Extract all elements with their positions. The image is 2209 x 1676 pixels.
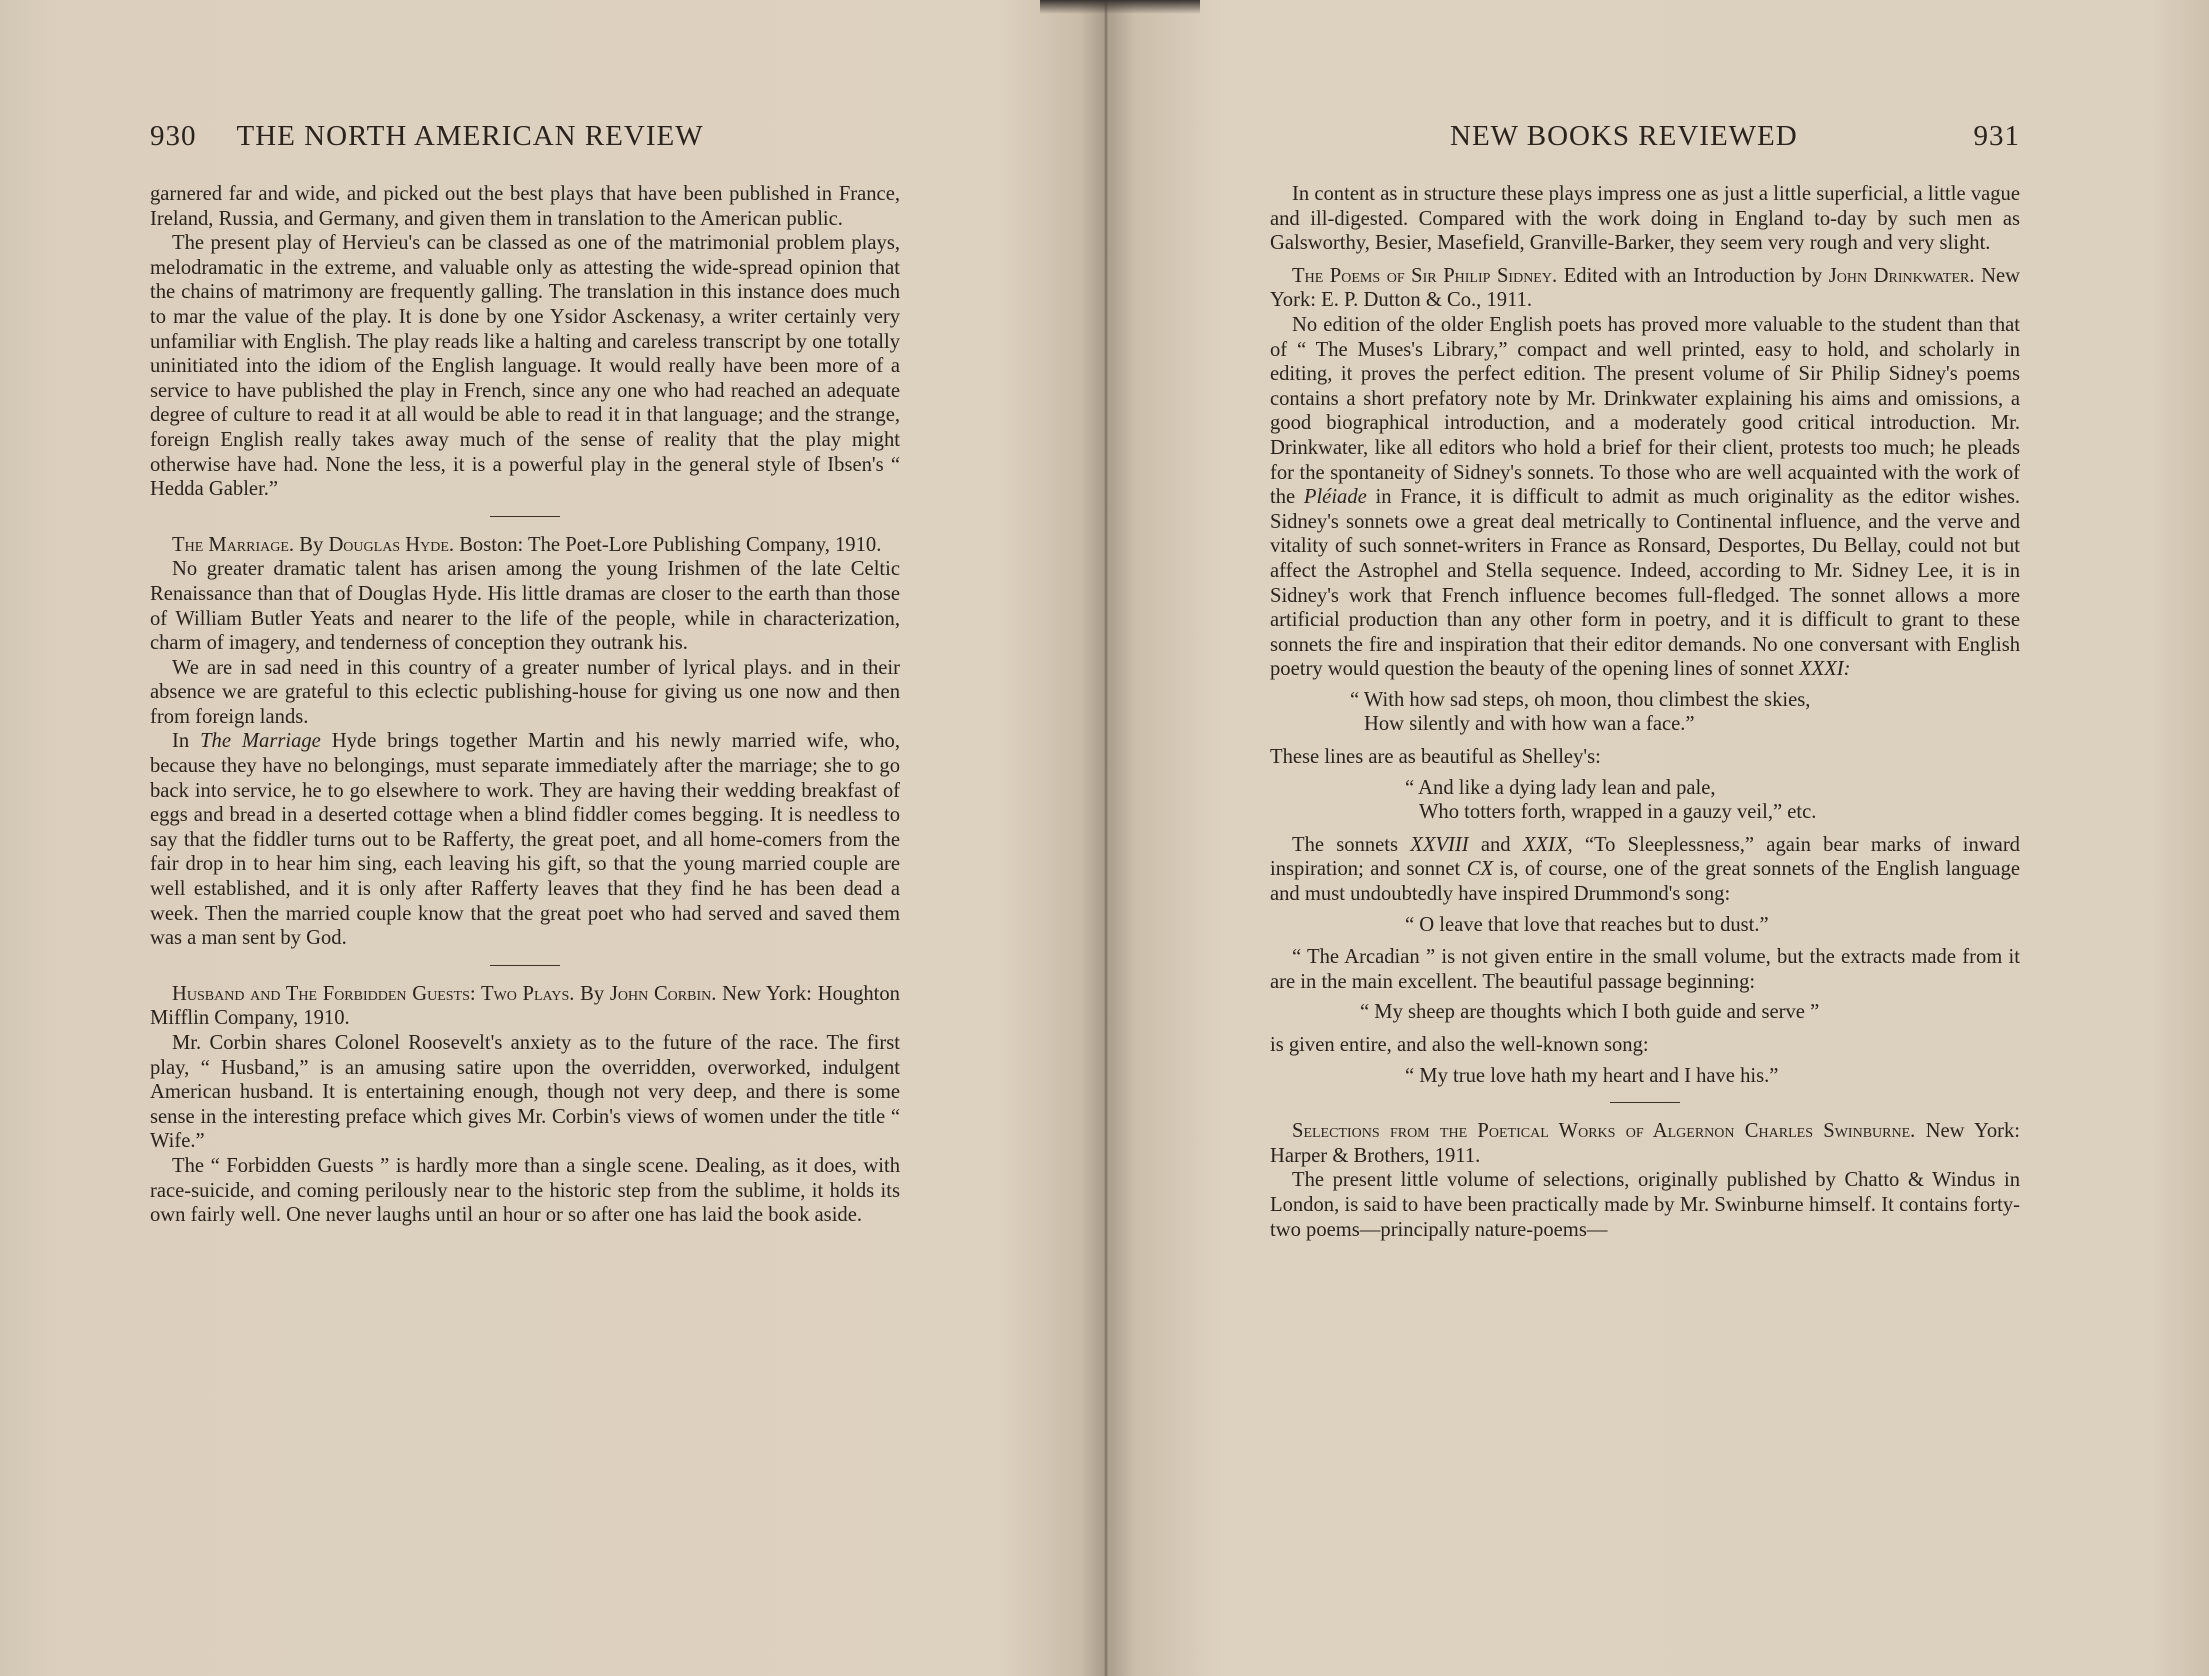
paragraph-text: The sonnets bbox=[1292, 833, 1399, 856]
left-page-header bbox=[150, 120, 900, 170]
section-divider bbox=[490, 965, 560, 966]
paragraph bbox=[1270, 833, 2020, 907]
verse-line: “ My true love hath my heart and I have his.” bbox=[1405, 1064, 1779, 1087]
paragraph: The present little volume of selections, originally published by Chatto & Windus in London, is said to have been practically made by Mr. Swinburne himself. It contains forty-two poems—principally nature-poems— bbox=[1270, 1169, 2020, 1241]
paragraph: The “ Forbidden Guests ” is hardly more than a single scene. Dealing, as it does, with race-suicide, and coming perilously near to the historic step from the sublime, it holds its own fairly well. One never laughs until an hour or so after one has laid the book aside. bbox=[150, 1154, 900, 1227]
verse-line: “ My sheep are thoughts which I both guide and serve ” bbox=[1360, 1001, 1820, 1024]
paragraph: These lines are as beautiful as Shelley's: bbox=[1270, 746, 1601, 769]
verse-line: How silently and with how wan a face.” bbox=[1364, 713, 1695, 736]
right-page-body bbox=[1270, 182, 2020, 1242]
paragraph: We are in sad need in this country of a greater number of lyrical plays. and in their absence we are grateful to this eclectic publishing-house for giving us one now and then from foreign lands. bbox=[150, 656, 900, 728]
paragraph-text: “To Sleeplessness,” again bear marks of inward inspiration; and sonnet bbox=[1270, 833, 2020, 881]
entry-text: By bbox=[580, 982, 605, 1005]
book-entry-heading bbox=[1270, 1119, 2020, 1168]
book-author: John Corbin. bbox=[609, 982, 717, 1005]
verse-quote bbox=[1270, 776, 2020, 825]
paragraph-text: in France, it is difficult to admit as much originality as the editor wishes. Sidney's sonnets owe a great deal metrically to Continental influence, and the verve and vitality of such sonnet-writers in France as Ronsard, Desportes, Du Bellay, could not but affect the Astrophel and Stella sequence. Indeed, according to Mr. Sidney Lee, it is in Sidney's work that French influence becomes full-fledged. The sonnet allows a more artificial production than any other form in poetry, and it is difficult to grant to these sonnets the fire and inspiration that their editor demands. No one conversant with English poetry would question the beauty of the opening lines of sonnet bbox=[1270, 486, 2020, 681]
paragraph bbox=[150, 729, 900, 950]
book-entry-heading bbox=[1270, 264, 2020, 313]
right-page bbox=[1270, 120, 2020, 1242]
left-page bbox=[150, 120, 900, 1228]
entry-text: Edited with an Introduction by bbox=[1563, 264, 1823, 287]
book-entry-heading bbox=[150, 982, 900, 1031]
binding-shadow bbox=[1040, 0, 1200, 14]
book-title: Husband and The Forbidden Guests: Two Plays. bbox=[172, 982, 575, 1005]
italic-term: XXVIII bbox=[1410, 833, 1469, 856]
italic-term: Pléiade bbox=[1303, 486, 1367, 509]
right-page-header bbox=[1270, 120, 2020, 170]
book-author: John Drinkwater. bbox=[1828, 264, 1975, 287]
running-head: NEW BOOKS REVIEWED bbox=[1450, 120, 1798, 152]
book-author: Douglas Hyde. bbox=[328, 533, 455, 556]
paragraph: “ The Arcadian ” is not given entire in the small volume, but the extracts made from it are in the main excellent. The beautiful passage beginning: bbox=[1270, 946, 2020, 993]
paragraph: The present play of Hervieu's can be classed as one of the matrimonial problem plays, melodramatic in the extreme, and valuable only as attesting the wide-spread opinion that the chains of matrimony are frequently galling. The translation in this instance does much to mar the value of the play. It is done by one Ysidor Asckenasy, a writer certainly very unfamiliar with English. The play reads like a halting and careless transcript by one totally uninitiated into the idiom of the English language. It would really have been more of a service to have published the play in French, since any one who had reached an adequate degree of culture to read it at all would be able to read it in that language; and the strange, foreign English really takes away much of the sense of reality that the play might otherwise have had. None the less, it is a powerful play in the general style of Ibsen's “ Hedda Gabler.” bbox=[150, 232, 900, 501]
paragraph-text: No edition of the older English poets has proved more valuable to the student than that of “ The Muses's Library,” compact and well printed, easy to hold, and scholarly in editing, it proves the perfect edition. The present volume of Sir Philip Sidney's poems contains a short prefatory note by Mr. Drinkwater explaining his aims and omissions, a good biographical introduction, and a moderately good critical introduction. Mr. Drinkwater, like all editors who hold a brief for their client, protests too much; he pleads for the spontaneity of Sidney's sonnets. To those who are well acquainted with the work of the bbox=[1270, 313, 2020, 509]
verse-line: “ And like a dying lady lean and pale, bbox=[1405, 776, 1716, 799]
paragraph bbox=[1270, 313, 2020, 682]
book-publisher: Boston: The Poet-Lore Publishing Company, 1910. bbox=[459, 533, 882, 556]
italic-term: XXXI: bbox=[1799, 658, 1851, 681]
paragraph-text: Hyde brings together Martin and his newly married wife, who, because they have no belongings, must separate immediately after the marriage; she to go back into service, he to go elsewhere to work. They are having their wedding breakfast of eggs and bread in a deserted cottage when a blind fiddler comes begging. It is needless to say that the fiddler turns out to be Rafferty, the great poet, and all home-comers from the fair drop in to hear him sing, each leaving his gift, so that the young married couple are well established, and it is only after Rafferty leaves that they find he has been dead a week. Then the married couple know that the great poet who had served and saved them was a man sent by God. bbox=[150, 730, 900, 950]
verse-line: Who totters forth, wrapped in a gauzy veil,” etc. bbox=[1419, 801, 1817, 824]
page-number: 931 bbox=[1973, 120, 2020, 152]
book-publisher: New York: E. P. Dutton & Co., 1911. bbox=[1270, 264, 2020, 312]
paragraph: In content as in structure these plays impress one as just a little superficial, a little vague and ill-digested. Compared with the work doing in England to-day by such men as Galsworthy, Besier, Masefield, Granville-Barker, they seem very rough and very slight. bbox=[1270, 183, 2020, 255]
verse-quote bbox=[1270, 1064, 2020, 1089]
running-head: THE NORTH AMERICAN REVIEW bbox=[236, 120, 704, 152]
paragraph: garnered far and wide, and picked out the best plays that have been published in France, Ireland, Russia, and Germany, and given them in translation to the American public. bbox=[150, 183, 900, 230]
left-page-body bbox=[150, 182, 900, 1228]
book-title: Selections from the Poetical Works of Algernon Charles Swinburne. bbox=[1292, 1120, 1916, 1143]
book-title: The Poems of Sir Philip Sidney. bbox=[1292, 264, 1558, 287]
italic-term: XXIX, bbox=[1522, 833, 1573, 856]
italic-term: CX bbox=[1466, 858, 1494, 881]
book-title: The Marriage. bbox=[172, 533, 295, 556]
verse-quote bbox=[1270, 1000, 2020, 1025]
section-divider bbox=[1610, 1102, 1680, 1103]
entry-text: By bbox=[299, 533, 324, 556]
italic-title: The Marriage bbox=[200, 730, 321, 753]
paragraph: is given entire, and also the well-known song: bbox=[1270, 1034, 1649, 1056]
verse-line: “ O leave that love that reaches but to dust.” bbox=[1405, 913, 1769, 936]
paragraph: No greater dramatic talent has arisen among the young Irishmen of the late Celtic Renaissance than that of Douglas Hyde. His little dramas are closer to the earth than those of William Butler Yeats and nearer to the life of the people, while in characterization, charm of imagery, and tenderness of conception they outrank his. bbox=[150, 558, 900, 655]
page-number: 930 bbox=[150, 120, 197, 152]
section-divider bbox=[490, 516, 560, 517]
book-publisher: New York: Houghton Mifflin Company, 1910. bbox=[150, 982, 900, 1030]
paragraph-text: and bbox=[1480, 833, 1511, 856]
verse-quote bbox=[1270, 913, 2020, 938]
book-publisher: New York: Harper & Brothers, 1911. bbox=[1270, 1120, 2020, 1167]
verse-quote bbox=[1270, 688, 2020, 737]
book-entry-heading bbox=[150, 533, 900, 558]
paragraph-text: In bbox=[172, 730, 190, 753]
paragraph: Mr. Corbin shares Colonel Roosevelt's anxiety as to the future of the race. The first play, “ Husband,” is an amusing satire upon the overridden, overworked, indulgent American husband. It is entertaining enough, though not very deep, and there is some sense in the interesting preface which gives Mr. Corbin's views of women under the title “ Wife.” bbox=[150, 1032, 900, 1153]
paragraph-text: is, of course, one of the great sonnets of the English language and must undoubtedly have inspired Drummond's song: bbox=[1270, 858, 2021, 906]
verse-line: “ With how sad steps, oh moon, thou climbest the skies, bbox=[1350, 688, 1811, 711]
